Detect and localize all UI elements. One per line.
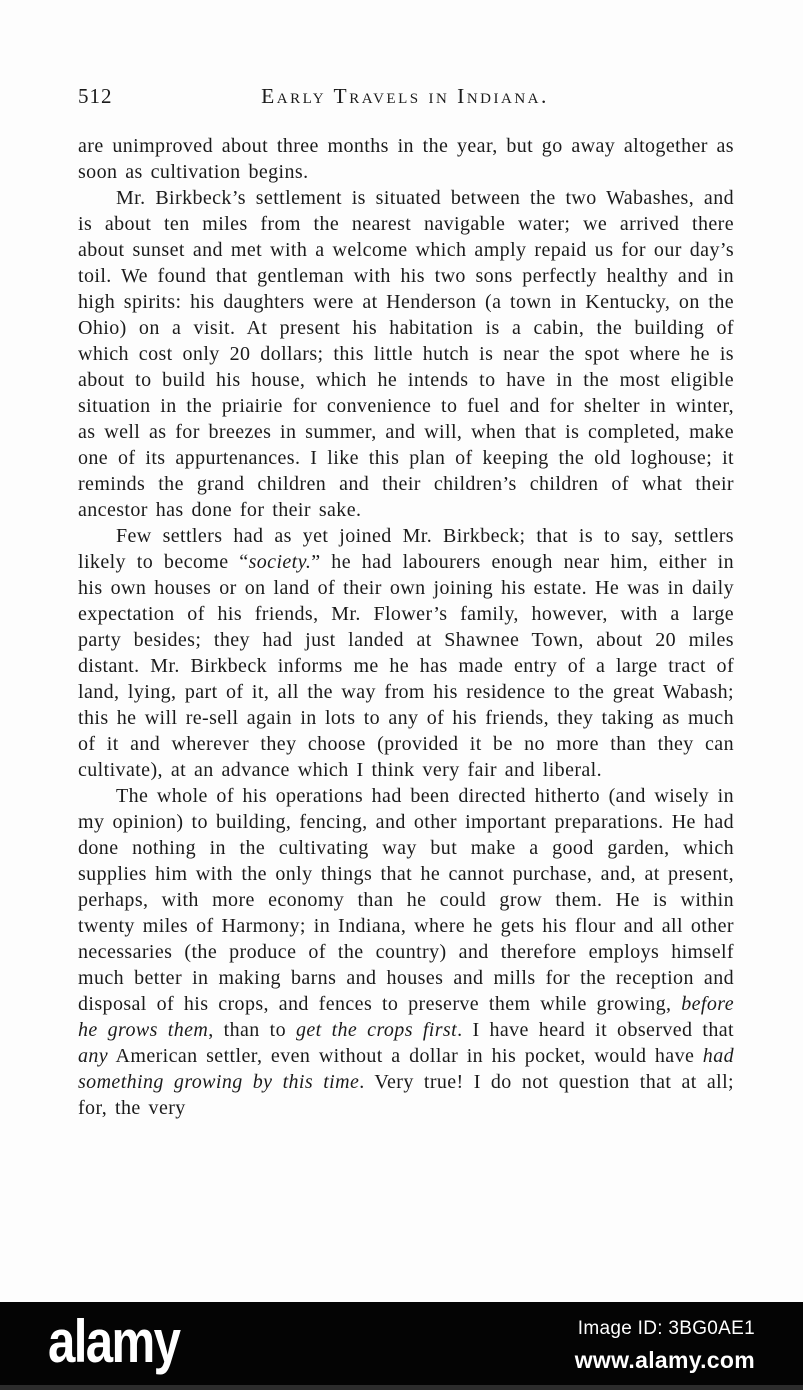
text-run: The whole of his operations had been directed hitherto (and wisely in my opinion) to building, fencing, and other important preparations. He had done nothing in the cultivating way but make a good garden, which supplies him with the only things that he cannot purchase, and, at present, perhaps, with more economy than he could grow them. He is within twenty miles of Harmony; in Indiana, where he gets his flour and all other necessaries (the produce of the country) and therefore employs himself much better in making barns and houses and mills for the reception and disposal of his crops, and fences to preserve them while growing,: [78, 785, 734, 1015]
text-run: American settler, even without a dollar in his pocket, would have: [108, 1045, 703, 1067]
paragraph: [78, 185, 734, 523]
paragraph: [78, 783, 734, 1121]
italic-text-run: society.: [248, 551, 312, 573]
scan-edge-strip: [0, 1385, 803, 1390]
running-head-title: Early Travels in Indiana.: [261, 84, 549, 108]
paragraph: [78, 133, 734, 185]
text-run: are unimproved about three months in the year, but go away altogether as soon as cultivation begins.: [78, 135, 734, 183]
alamy-url: www.alamy.com: [574, 1347, 755, 1373]
text-run: . I have heard it observed that: [457, 1019, 735, 1041]
alamy-logo: alamy: [48, 1308, 180, 1375]
watermark-bar: [0, 1302, 803, 1390]
page-body-text: [78, 133, 734, 1121]
text-run: ” he had labourers enough near him, either in his own houses or on land of their own joining his estate. He was in daily expectation of his friends, Mr. Flower’s family, however, with a large party besides; they had just landed at Shawnee Town, about 20 miles distant. Mr. Birkbeck informs me he has made entry of a large tract of land, lying, part of it, all the way from his residence to the great Wabash; this he will re-sell again in lots to any of his friends, they taking as much of it and wherever they choose (provided it be no more than they can cultivate), at an advance which I think very fair and liberal.: [78, 551, 734, 781]
italic-text-run: any: [78, 1045, 109, 1067]
page-number: 512: [78, 84, 113, 108]
page-header: [78, 84, 732, 110]
italic-text-run: before he grows them: [78, 993, 734, 1041]
image-id-label: Image ID: 3BG0AE1: [577, 1318, 755, 1339]
text-run: Mr. Birkbeck’s settlement is situated between the two Wabashes, and is about ten miles from the nearest navigable water; we arrived there about sunset and met with a welcome which amply repaid us for our day’s toil. We found that gentleman with his two sons perfectly healthy and in high spirits: his daughters were at Henderson (a town in Kentucky, on the Ohio) on a visit. At present his habitation is a cabin, the building of which cost only 20 dollars; this little hutch is near the spot where he is about to build his house, which he intends to have in the most eligible situation in the priairie for convenience to fuel and for shelter in winter, as well as for breezes in summer, and will, when that is completed, make one of its appurtenances. I like this plan of keeping the old loghouse; it reminds the grand children and their children’s children of what their ancestor has done for their sake.: [78, 187, 734, 521]
italic-text-run: get the crops first: [295, 1019, 458, 1041]
italic-text-run: had something growing by this time: [78, 1045, 734, 1093]
text-run: , than to: [208, 1019, 296, 1041]
text-run: Few settlers had as yet joined Mr. Birkbeck; that is to say, settlers likely to become “: [78, 525, 734, 573]
paragraph: [78, 523, 734, 783]
watermark-info: [575, 1318, 755, 1374]
text-run: . Very true! I do not question that at all; for, the very: [78, 1071, 734, 1119]
